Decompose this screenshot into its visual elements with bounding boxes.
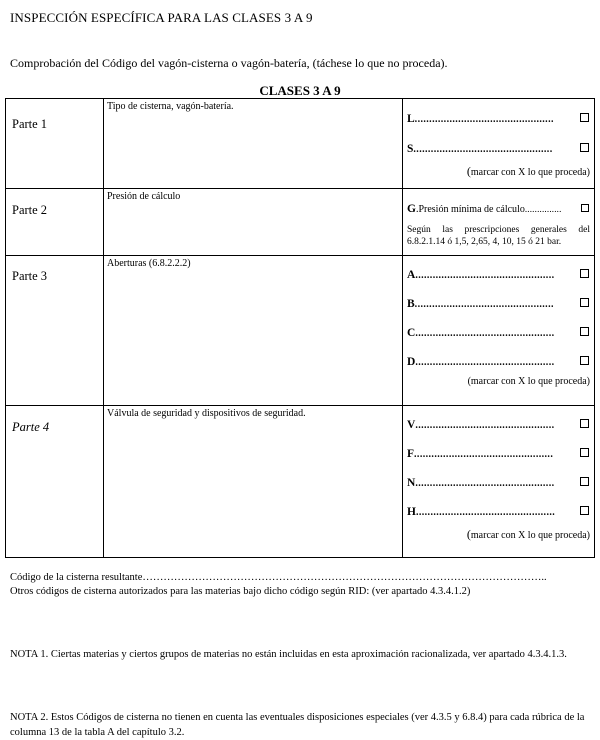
dotted-leader: ................................................ — [415, 270, 555, 281]
inspection-table — [5, 98, 595, 558]
code-option-v — [403, 419, 594, 431]
dotted-leader: ............... — [524, 204, 562, 214]
code-option-l — [403, 113, 594, 125]
dotted-leader: ................................................ — [415, 420, 555, 431]
code-letter: G — [407, 203, 416, 215]
note-2: NOTA 2. Estos Códigos de cisterna no tienen en cuenta las eventuales disposiciones especiales (ver 4.3.5 y 6.8.4) para cada rúbrica de la columna 13 de la tabla A del capítulo 3.2. — [10, 712, 585, 738]
code-letter: A — [407, 269, 416, 281]
resultant-code-line: Código de la cisterna resultante…………………………………………………………………………………………………….. — [10, 572, 547, 583]
part-label: Parte 2 — [12, 203, 48, 217]
code-cell — [403, 99, 595, 189]
dotted-leader: ................................................ — [415, 357, 555, 368]
checkbox[interactable] — [580, 448, 589, 457]
description-cell — [104, 256, 403, 406]
dotted-leader: ................................................ — [415, 478, 555, 489]
part-cell — [6, 406, 104, 558]
min-pressure-label: .Presión mínima de cálculo — [415, 204, 525, 215]
mark-note-text: marcar con X lo que proceda) — [470, 167, 590, 178]
code-option-h — [403, 506, 594, 518]
code-option-s — [403, 143, 594, 155]
checkbox[interactable] — [580, 298, 589, 307]
code-option-g — [403, 203, 594, 215]
table-row-part-3 — [6, 256, 595, 406]
code-letter: S — [407, 143, 414, 155]
checkbox[interactable] — [580, 143, 589, 152]
code-option-c — [403, 327, 594, 339]
description-cell — [104, 99, 403, 189]
code-letter: B — [407, 298, 415, 310]
part-cell — [6, 189, 104, 256]
dotted-leader: ................................................ — [414, 449, 554, 460]
part-description: Válvula de seguridad y dispositivos de seguridad. — [107, 408, 306, 419]
dotted-leader: ................................................ — [414, 299, 554, 310]
note-1: NOTA 1. Ciertas materias y ciertos grupos de materias no están incluidas en esta aproximación racionalizada, ver apartado 4.3.4.1.3. — [10, 649, 567, 660]
checkbox[interactable] — [580, 356, 589, 365]
dotted-leader: ................................................ — [415, 507, 556, 518]
document-title: INSPECCIÓN ESPECÍFICA PARA LAS CLASES 3 A 9 — [10, 10, 313, 25]
mark-note-paren: ( — [466, 527, 471, 541]
general-prescriptions: Según las prescripciones generales del 6.8.2.1.14 ó 1,5, 2,65, 4, 10, 15 ó 21 bar. — [407, 225, 590, 247]
part-label: Parte 4 — [12, 420, 50, 434]
code-letter: H — [407, 506, 416, 518]
mark-note: (marcar con X lo que proceda) — [467, 376, 590, 387]
code-cell — [403, 256, 595, 406]
part-cell — [6, 256, 104, 406]
checkbox[interactable] — [580, 419, 589, 428]
description-cell — [104, 189, 403, 256]
code-letter: D — [407, 356, 416, 368]
code-cell — [403, 189, 595, 256]
mark-note-text: marcar con X lo que proceda) — [470, 530, 590, 541]
code-option-f — [403, 448, 594, 460]
mark-note — [403, 164, 594, 179]
dotted-leader: ................................................ — [415, 328, 555, 339]
checkbox[interactable] — [580, 327, 589, 336]
dotted-leader: ................................................ — [414, 114, 554, 125]
code-option-a — [403, 269, 594, 281]
part-description: Aberturas (6.8.2.2.2) — [107, 258, 191, 269]
table-heading: CLASES 3 A 9 — [259, 83, 341, 98]
code-letter: F — [407, 448, 415, 460]
mark-note-paren: ( — [466, 164, 471, 178]
checkbox[interactable] — [580, 477, 589, 486]
description-cell — [104, 406, 403, 558]
part-label: Parte 3 — [12, 269, 48, 283]
part-cell — [6, 99, 104, 189]
table-row-part-2 — [6, 189, 595, 256]
code-letter: V — [407, 419, 416, 431]
checkbox[interactable] — [580, 269, 589, 278]
mark-note — [403, 527, 594, 542]
code-option-n — [403, 477, 594, 489]
part-description: Presión de cálculo — [107, 191, 181, 202]
checkbox[interactable] — [580, 113, 589, 122]
other-codes-line: Otros códigos de cisterna autorizados para las materias bajo dicho código según RID: (ver apartado 4.3.4.1.2) — [10, 586, 471, 597]
code-option-b — [403, 298, 594, 310]
table-row-part-4 — [6, 406, 595, 558]
checkbox[interactable] — [581, 204, 589, 212]
part-description: Tipo de cisterna, vagón-batería. — [107, 101, 234, 112]
dotted-leader: ................................................ — [413, 144, 553, 155]
code-letter: L — [407, 113, 415, 125]
code-cell — [403, 406, 595, 558]
code-option-d — [403, 356, 594, 368]
checkbox[interactable] — [580, 506, 589, 515]
code-letter: C — [407, 327, 416, 339]
intro-text: Comprobación del Código del vagón-cisterna o vagón-batería, (táchese lo que no proceda). — [10, 56, 448, 70]
code-letter: N — [407, 477, 416, 489]
table-row-part-1 — [6, 99, 595, 189]
part-label: Parte 1 — [12, 117, 48, 131]
